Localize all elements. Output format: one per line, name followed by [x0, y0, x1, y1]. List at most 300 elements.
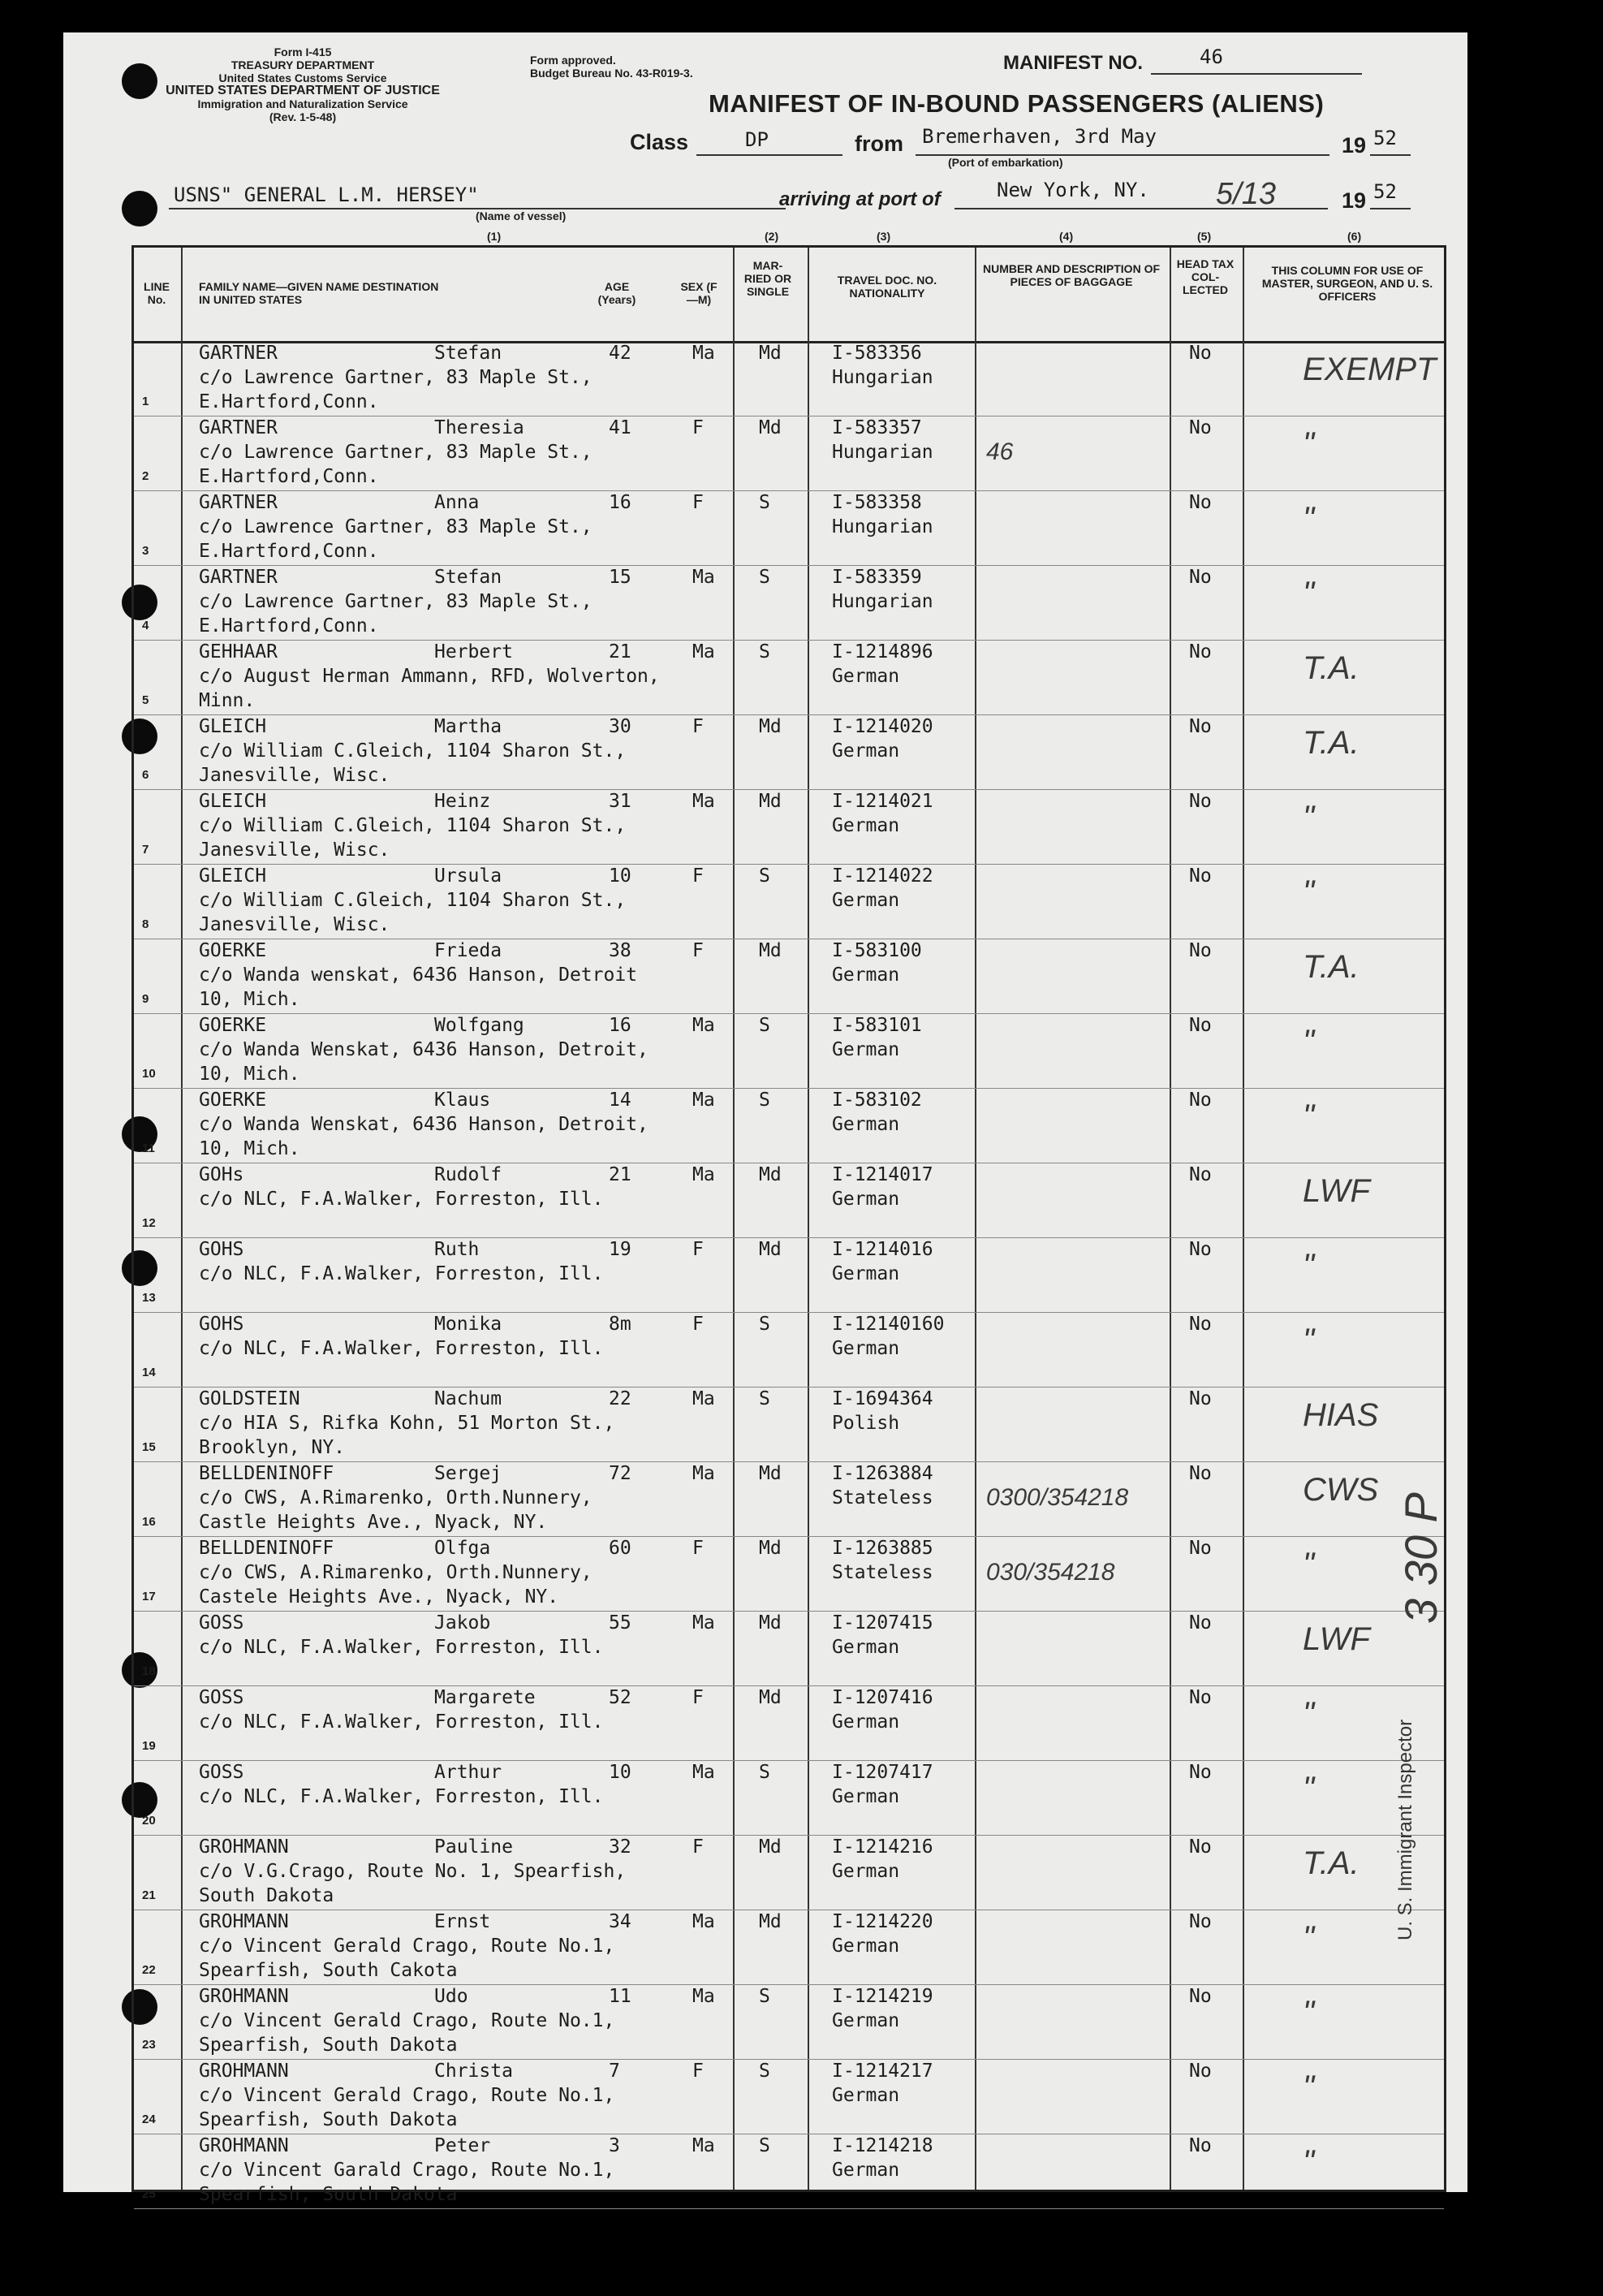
table-row: [134, 789, 1444, 865]
table-row: [134, 1984, 1444, 2060]
marital-status: Md: [759, 791, 782, 812]
marginal-annotation: 3 30 P: [1395, 1492, 1446, 1624]
nationality: German: [832, 1039, 900, 1060]
marital-status: Md: [759, 343, 782, 364]
sex-value: F: [692, 865, 704, 887]
justice-label: UNITED STATES DEPARTMENT OF JUSTICE: [166, 84, 440, 97]
nationality: German: [832, 740, 900, 762]
destination-line: Minn.: [199, 690, 256, 711]
table-row: [134, 1312, 1444, 1388]
age-value: 15: [609, 567, 631, 588]
officer-note: ": [1303, 1771, 1315, 1806]
officer-note: ": [1303, 2144, 1315, 2180]
manifest-no-value: 46: [1200, 45, 1223, 68]
head-tax-value: No: [1189, 343, 1212, 364]
given-name: Pauline: [434, 1836, 513, 1858]
destination-line: c/o NLC, F.A.Walker, Forreston, Ill.: [199, 1263, 604, 1284]
customs-label: United States Customs Service: [218, 71, 387, 84]
family-name: GLEICH: [199, 716, 267, 737]
travel-doc-no: I-583100: [832, 940, 922, 961]
head-tax-value: No: [1189, 492, 1212, 513]
table-row: [134, 939, 1444, 1014]
line-number: 11: [142, 1142, 155, 1155]
table-row: [134, 1088, 1444, 1163]
sex-value: Ma: [692, 567, 715, 588]
destination-line: c/o CWS, A.Rimarenko, Orth.Nunnery,: [199, 1487, 593, 1508]
travel-doc-no: I-583356: [832, 343, 922, 364]
family-name: GROHMANN: [199, 1986, 289, 2007]
age-value: 21: [609, 641, 631, 662]
age-value: 55: [609, 1612, 631, 1634]
nationality: German: [832, 666, 900, 687]
head-tax-value: No: [1189, 2135, 1212, 2156]
nationality: Hungarian: [832, 591, 933, 612]
treasury-label: TREASURY DEPARTMENT: [231, 58, 375, 71]
table-row: [134, 640, 1444, 715]
nationality: German: [832, 1637, 900, 1658]
class-value: DP: [745, 128, 769, 151]
given-name: Stefan: [434, 343, 502, 364]
destination-line: 10, Mich.: [199, 1138, 300, 1159]
destination-line: c/o HIA S, Rifka Kohn, 51 Morton St.,: [199, 1413, 615, 1434]
marital-status: S: [759, 2061, 770, 2082]
nationality: Hungarian: [832, 367, 933, 388]
given-name: Margarete: [434, 1687, 536, 1708]
destination-line: E.Hartford,Conn.: [199, 615, 379, 637]
sex-header: SEX (F—M): [680, 280, 717, 306]
officer-note: ": [1303, 1098, 1315, 1134]
line-header: LINE No.: [144, 280, 170, 306]
embarkation-value: Bremerhaven, 3rd May: [922, 125, 1157, 148]
destination-line: Janesville, Wisc.: [199, 765, 390, 786]
travel-doc-header: TRAVEL DOC. NO. NATIONALITY: [837, 274, 937, 300]
year-line: [1370, 154, 1411, 156]
family-name: GOERKE: [199, 1015, 267, 1036]
destination-line: 10, Mich.: [199, 989, 300, 1010]
family-name: GROHMANN: [199, 2135, 289, 2156]
year-prefix: 19: [1342, 133, 1367, 158]
officer-note: ": [1303, 1248, 1315, 1284]
family-name: GARTNER: [199, 567, 278, 588]
officer-note: HIAS: [1303, 1397, 1379, 1433]
line-number: 5: [142, 693, 149, 707]
given-name: Ursula: [434, 865, 502, 887]
budget-label: Budget Bureau No. 43-R019-3.: [530, 67, 693, 80]
head-tax-value: No: [1189, 1314, 1212, 1335]
destination-line: c/o Vincent Gerald Crago, Route No.1,: [199, 2085, 615, 2106]
table-row: [134, 864, 1444, 939]
officer-note: LWF: [1303, 1173, 1370, 1209]
column-number: (6): [1347, 230, 1362, 243]
nationality: Hungarian: [832, 442, 933, 463]
marital-status: S: [759, 1986, 770, 2007]
age-value: 11: [609, 1986, 631, 2007]
head-tax-value: No: [1189, 2061, 1212, 2082]
nationality: German: [832, 2160, 900, 2181]
destination-line: c/o V.G.Crago, Route No. 1, Spearfish,: [199, 1861, 627, 1882]
given-name: Jakob: [434, 1612, 491, 1634]
marital-status: S: [759, 1762, 770, 1783]
family-name: GOHs: [199, 1164, 244, 1185]
table-row: [134, 1835, 1444, 1910]
destination-line: c/o Vincent Gerald Crago, Route No.1,: [199, 1936, 615, 1957]
age-value: 7: [609, 2061, 620, 2082]
nationality: German: [832, 1263, 900, 1284]
destination-line: c/o NLC, F.A.Walker, Forreston, Ill.: [199, 1637, 604, 1658]
destination-line: 10, Mich.: [199, 1064, 300, 1085]
arrival-port-value: New York, NY.: [997, 179, 1149, 201]
nationality: Stateless: [832, 1562, 933, 1583]
destination-line: c/o Vincent Gerald Crago, Route No.1,: [199, 2010, 615, 2031]
table-row: [134, 714, 1444, 790]
table-row: [134, 1910, 1444, 1985]
given-name: Udo: [434, 1986, 468, 2007]
table-row: [134, 1685, 1444, 1761]
approved-label: Form approved.: [530, 54, 616, 67]
given-name: Theresia: [434, 417, 524, 438]
punch-hole: [122, 191, 157, 227]
age-value: 30: [609, 716, 631, 737]
head-tax-value: No: [1189, 1388, 1212, 1409]
age-value: 3: [609, 2135, 620, 2156]
officer-note: ": [1303, 1920, 1315, 1956]
line-number: 23: [142, 2038, 156, 2052]
destination-line: Spearfish, South Dakota: [199, 2109, 458, 2130]
port-caption: (Port of embarkation): [948, 156, 1063, 169]
marital-status: Md: [759, 1612, 782, 1634]
line-number: 10: [142, 1067, 156, 1081]
sex-value: F: [692, 1314, 704, 1335]
form-header: [149, 45, 457, 123]
travel-doc-no: I-1207417: [832, 1762, 933, 1783]
line-number: 8: [142, 917, 149, 931]
sex-value: F: [692, 1836, 704, 1858]
marital-status: S: [759, 1388, 770, 1409]
sex-value: Ma: [692, 1911, 715, 1932]
family-name: GEHHAAR: [199, 641, 278, 662]
line-number: 12: [142, 1216, 156, 1230]
destination-line: c/o Wanda wenskat, 6436 Hanson, Detroit: [199, 965, 638, 986]
nationality: German: [832, 2010, 900, 2031]
sex-value: Ma: [692, 1388, 715, 1409]
destination-line: c/o Lawrence Gartner, 83 Maple St.,: [199, 367, 593, 388]
baggage-note: 030/354218: [986, 1559, 1115, 1586]
destination-line: South Dakota: [199, 1885, 334, 1906]
age-value: 60: [609, 1538, 631, 1559]
nationality: German: [832, 1786, 900, 1807]
destination-line: c/o William C.Gleich, 1104 Sharon St.,: [199, 740, 627, 762]
age-value: 52: [609, 1687, 631, 1708]
head-tax-value: No: [1189, 1239, 1212, 1260]
column-number: (3): [877, 230, 891, 243]
family-name: GLEICH: [199, 791, 267, 812]
nationality: German: [832, 890, 900, 911]
family-name: GARTNER: [199, 492, 278, 513]
age-value: 42: [609, 343, 631, 364]
marital-status: S: [759, 865, 770, 887]
given-name: Ruth: [434, 1239, 480, 1260]
officer-note: T.A.: [1303, 725, 1360, 761]
table-row: [134, 1163, 1444, 1238]
table-row: [134, 1387, 1444, 1462]
ins-label: Immigration and Naturalization Service: [197, 97, 408, 110]
destination-line: c/o Lawrence Gartner, 83 Maple St.,: [199, 516, 593, 537]
marital-status: S: [759, 567, 770, 588]
family-name: GOSS: [199, 1762, 244, 1783]
table-row: [134, 1536, 1444, 1612]
nationality: German: [832, 1711, 900, 1733]
line-number: 15: [142, 1440, 156, 1454]
destination-line: c/o NLC, F.A.Walker, Forreston, Ill.: [199, 1711, 604, 1733]
officer-note: T.A.: [1303, 949, 1360, 985]
passenger-table: [131, 230, 1446, 2205]
approval-block: [530, 54, 693, 80]
travel-doc-no: I-1214217: [832, 2061, 933, 2082]
revision-label: (Rev. 1-5-48): [269, 110, 337, 123]
family-name: GARTNER: [199, 417, 278, 438]
destination-line: c/o Lawrence Gartner, 83 Maple St.,: [199, 591, 593, 612]
head-tax-value: No: [1189, 1911, 1212, 1932]
vessel-caption: (Name of vessel): [476, 209, 567, 222]
sex-value: F: [692, 1687, 704, 1708]
sex-value: Ma: [692, 1463, 715, 1484]
line-number: 24: [142, 2113, 156, 2126]
destination-line: E.Hartford,Conn.: [199, 391, 379, 412]
destination-line: c/o Wanda Wenskat, 6436 Hanson, Detroit,: [199, 1039, 649, 1060]
nationality: German: [832, 1861, 900, 1882]
travel-doc-no: I-1214021: [832, 791, 933, 812]
officer-note: CWS: [1303, 1472, 1379, 1508]
sex-value: F: [692, 1239, 704, 1260]
age-header: AGE (Years): [597, 280, 636, 306]
manifest-no-line: [1151, 73, 1362, 75]
marital-status: S: [759, 641, 770, 662]
vessel-name: USNS" GENERAL L.M. HERSEY": [174, 183, 479, 206]
sex-value: F: [692, 492, 704, 513]
age-value: 31: [609, 791, 631, 812]
manifest-title: MANIFEST OF IN-BOUND PASSENGERS (ALIENS): [709, 89, 1325, 118]
from-label: from: [855, 132, 903, 156]
table-row: [134, 1237, 1444, 1313]
travel-doc-no: I-1214218: [832, 2135, 933, 2156]
table-row: [134, 341, 1444, 416]
nationality: Hungarian: [832, 516, 933, 537]
nationality: Stateless: [832, 1487, 933, 1508]
table-row: [134, 1611, 1444, 1686]
line-number: 3: [142, 544, 149, 558]
officer-note: ": [1303, 800, 1315, 835]
given-name: Anna: [434, 492, 480, 513]
destination-line: c/o NLC, F.A.Walker, Forreston, Ill.: [199, 1338, 604, 1359]
nationality: German: [832, 1338, 900, 1359]
class-label: Class: [630, 130, 689, 154]
nationality: German: [832, 2085, 900, 2106]
head-tax-header: HEAD TAX COL-LECTED: [1176, 257, 1235, 296]
travel-doc-no: I-1214016: [832, 1239, 933, 1260]
sex-value: Ma: [692, 2135, 715, 2156]
family-name: GROHMANN: [199, 1836, 289, 1858]
line-number: 7: [142, 843, 149, 857]
year-value-2: 52: [1373, 180, 1397, 203]
family-name: GOSS: [199, 1612, 244, 1634]
column-number: (1): [487, 230, 502, 243]
travel-doc-no: I-1214022: [832, 865, 933, 887]
married-header: MAR-RIED OR SINGLE: [743, 259, 792, 298]
destination-line: c/o August Herman Ammann, RFD, Wolverton,: [199, 666, 660, 687]
age-value: 8m: [609, 1314, 631, 1335]
destination-line: Spearfish, South Dakota: [199, 2035, 458, 2056]
marital-status: Md: [759, 1164, 782, 1185]
head-tax-value: No: [1189, 417, 1212, 438]
head-tax-value: No: [1189, 1986, 1212, 2007]
marital-status: Md: [759, 1239, 782, 1260]
officer-note: ": [1303, 1995, 1315, 2031]
given-name: Olfga: [434, 1538, 491, 1559]
line-number: 25: [142, 2187, 156, 2201]
travel-doc-no: I-1263884: [832, 1463, 933, 1484]
officer-note: ": [1303, 1323, 1315, 1358]
line-number: 4: [142, 619, 149, 632]
head-tax-value: No: [1189, 865, 1212, 887]
table-row: [134, 1461, 1444, 1537]
marital-status: S: [759, 492, 770, 513]
head-tax-value: No: [1189, 1090, 1212, 1111]
head-tax-value: No: [1189, 1836, 1212, 1858]
age-value: 16: [609, 492, 631, 513]
table-row: [134, 2134, 1444, 2209]
sex-value: Ma: [692, 1164, 715, 1185]
travel-doc-no: I-1214020: [832, 716, 933, 737]
class-line: [696, 154, 842, 156]
sex-value: Ma: [692, 641, 715, 662]
marital-status: Md: [759, 417, 782, 438]
officers-header: THIS COLUMN FOR USE OF MASTER, SURGEON, AND U. S. OFFICERS: [1261, 264, 1433, 303]
marital-status: Md: [759, 1911, 782, 1932]
head-tax-value: No: [1189, 567, 1212, 588]
destination-line: Brooklyn, NY.: [199, 1437, 346, 1458]
travel-doc-no: I-583359: [832, 567, 922, 588]
table-row: [134, 1760, 1444, 1836]
given-name: Ernst: [434, 1911, 491, 1932]
travel-doc-no: I-583101: [832, 1015, 922, 1036]
inspector-stamp: U. S. Immigrant Inspector: [1394, 1719, 1416, 1940]
officer-note: ": [1303, 1024, 1315, 1060]
officer-note: ": [1303, 576, 1315, 611]
given-name: Herbert: [434, 641, 513, 662]
given-name: Heinz: [434, 791, 491, 812]
family-name: GROHMANN: [199, 2061, 289, 2082]
travel-doc-no: I-1263885: [832, 1538, 933, 1559]
table-row: [134, 490, 1444, 566]
marital-status: Md: [759, 1538, 782, 1559]
year-prefix-2: 19: [1342, 188, 1367, 213]
travel-doc-no: I-1214219: [832, 1986, 933, 2007]
destination-line: Janesville, Wisc.: [199, 914, 390, 935]
travel-doc-no: I-1214216: [832, 1836, 933, 1858]
travel-doc-no: I-1214220: [832, 1911, 933, 1932]
marital-status: Md: [759, 940, 782, 961]
given-name: Nachum: [434, 1388, 502, 1409]
destination-line: c/o Vincent Garald Crago, Route No.1,: [199, 2160, 615, 2181]
marital-status: S: [759, 1090, 770, 1111]
officer-note: ": [1303, 1696, 1315, 1732]
nationality: Polish: [832, 1413, 900, 1434]
sex-value: F: [692, 716, 704, 737]
age-value: 72: [609, 1463, 631, 1484]
manifest-no-label: MANIFEST NO.: [1003, 52, 1143, 74]
travel-doc-no: I-583357: [832, 417, 922, 438]
destination-line: Castle Heights Ave., Nyack, NY.: [199, 1512, 548, 1533]
age-value: 19: [609, 1239, 631, 1260]
destination-line: c/o William C.Gleich, 1104 Sharon St.,: [199, 815, 627, 836]
head-tax-value: No: [1189, 1762, 1212, 1783]
head-tax-value: No: [1189, 641, 1212, 662]
given-name: Rudolf: [434, 1164, 502, 1185]
name-header: FAMILY NAME—GIVEN NAME DESTINATION IN UNITED STATES: [199, 280, 439, 306]
destination-line: c/o Wanda Wenskat, 6436 Hanson, Detroit,: [199, 1114, 649, 1135]
line-number: 2: [142, 469, 149, 483]
age-value: 10: [609, 865, 631, 887]
line-number: 17: [142, 1590, 156, 1603]
family-name: GOLDSTEIN: [199, 1388, 300, 1409]
sex-value: F: [692, 1538, 704, 1559]
family-name: BELLDENINOFF: [199, 1538, 334, 1559]
nationality: German: [832, 1189, 900, 1210]
sex-value: F: [692, 940, 704, 961]
line-number: 19: [142, 1739, 156, 1753]
sex-value: Ma: [692, 1090, 715, 1111]
head-tax-value: No: [1189, 1612, 1212, 1634]
given-name: Frieda: [434, 940, 502, 961]
destination-line: Spearfish, South Cakota: [199, 1960, 458, 1981]
family-name: GOHS: [199, 1314, 244, 1335]
table-row: [134, 565, 1444, 641]
age-value: 34: [609, 1911, 631, 1932]
baggage-header: NUMBER AND DESCRIPTION OF PIECES OF BAGGAGE: [982, 262, 1161, 288]
family-name: GROHMANN: [199, 1911, 289, 1932]
baggage-note: 46: [986, 438, 1014, 465]
destination-line: c/o NLC, F.A.Walker, Forreston, Ill.: [199, 1786, 604, 1807]
marital-status: Md: [759, 1687, 782, 1708]
destination-line: c/o William C.Gleich, 1104 Sharon St.,: [199, 890, 627, 911]
travel-doc-no: I-1694364: [832, 1388, 933, 1409]
marital-status: S: [759, 1015, 770, 1036]
marital-status: S: [759, 2135, 770, 2156]
officer-note: EXEMPT: [1303, 352, 1437, 387]
nationality: German: [832, 1114, 900, 1135]
destination-line: E.Hartford,Conn.: [199, 541, 379, 562]
travel-doc-no: I-583102: [832, 1090, 922, 1111]
given-name: Peter: [434, 2135, 491, 2156]
line-number: 1: [142, 395, 149, 408]
line-number: 9: [142, 992, 149, 1006]
officer-note: ": [1303, 1547, 1315, 1582]
sex-value: Ma: [692, 343, 715, 364]
given-name: Sergej: [434, 1463, 502, 1484]
family-name: GOSS: [199, 1687, 244, 1708]
destination-line: Janesville, Wisc.: [199, 839, 390, 861]
nationality: German: [832, 815, 900, 836]
family-name: GARTNER: [199, 343, 278, 364]
sex-value: Ma: [692, 1015, 715, 1036]
family-name: GOHS: [199, 1239, 244, 1260]
destination-line: c/o NLC, F.A.Walker, Forreston, Ill.: [199, 1189, 604, 1210]
marital-status: Md: [759, 1836, 782, 1858]
sex-value: Ma: [692, 1762, 715, 1783]
head-tax-value: No: [1189, 1463, 1212, 1484]
nationality: German: [832, 965, 900, 986]
given-name: Arthur: [434, 1762, 502, 1783]
